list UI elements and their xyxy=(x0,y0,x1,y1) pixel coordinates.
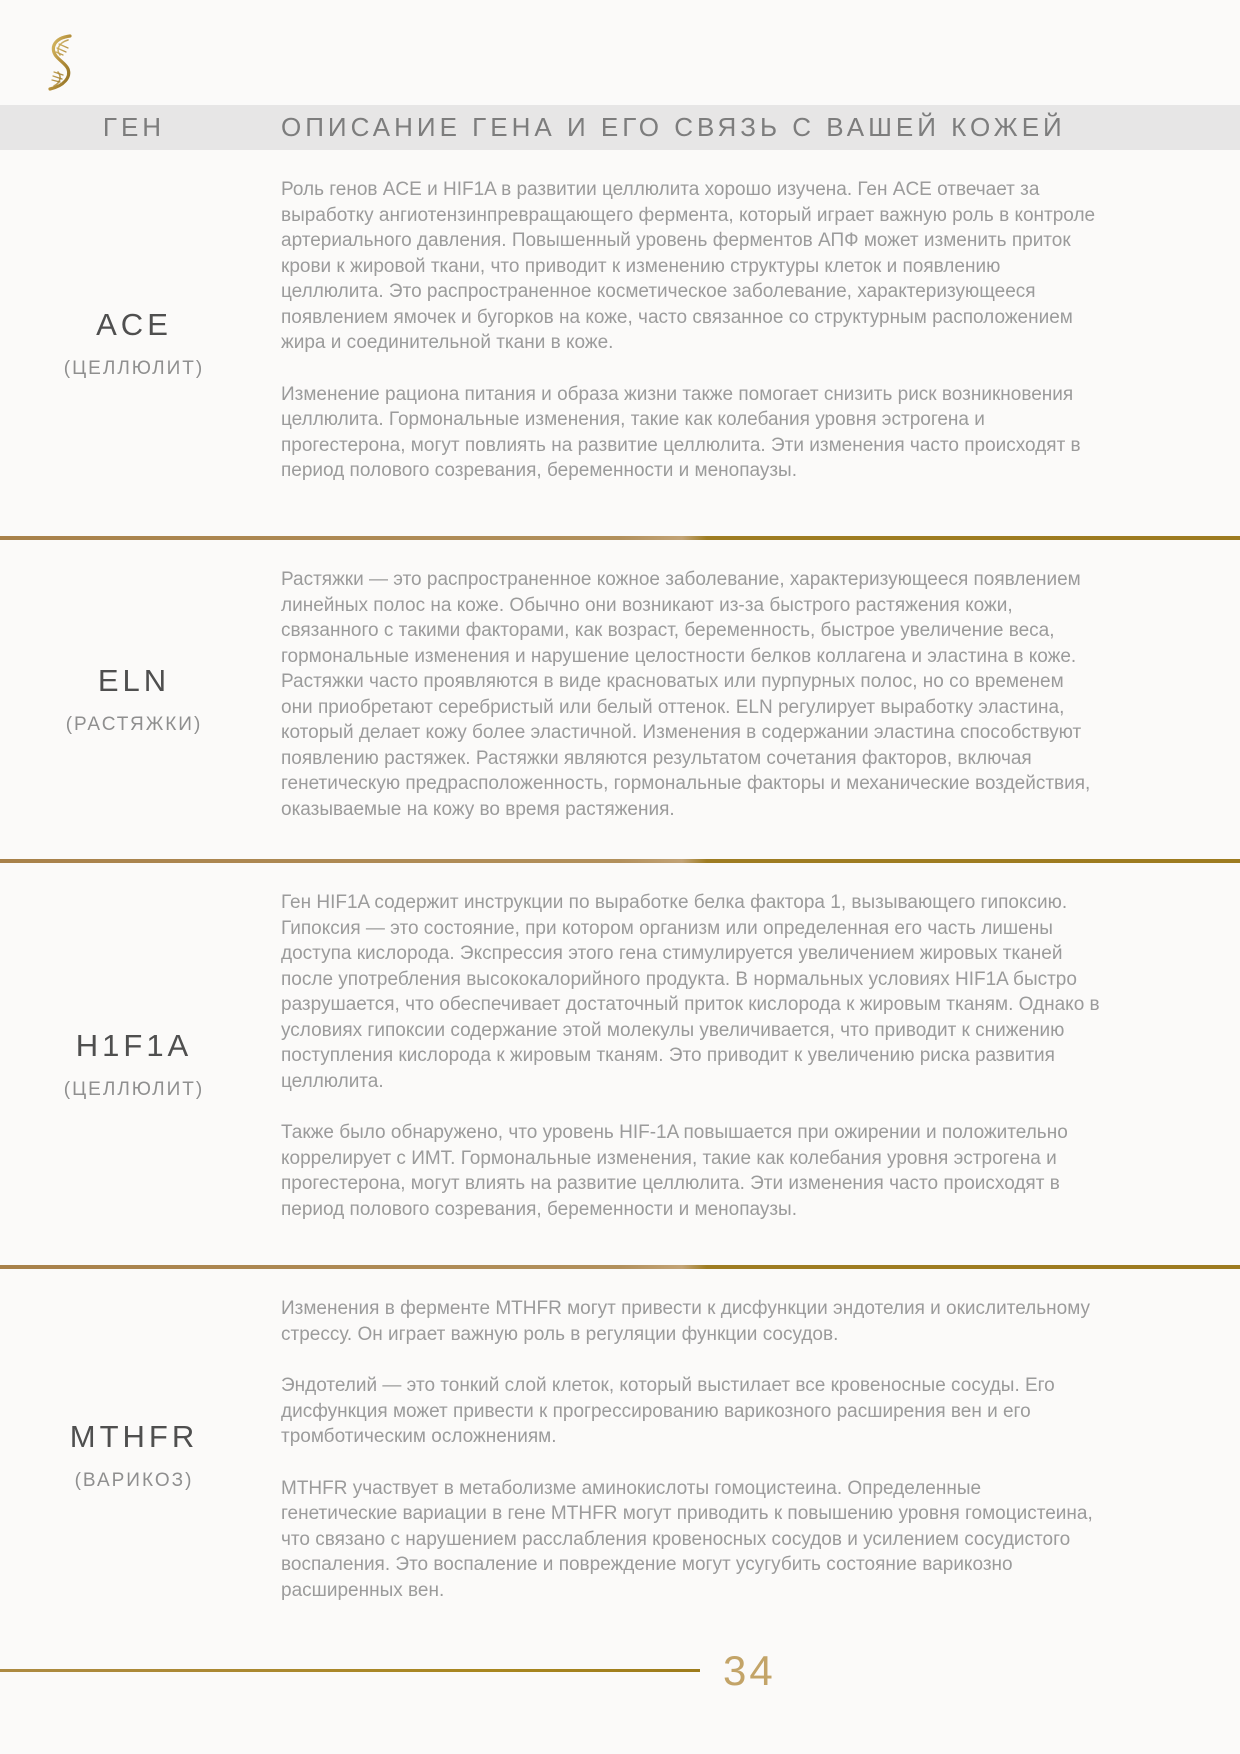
paragraph: MTHFR участвует в метаболизме аминокислоты гомоцистеина. Определенные генетические вариации в гене MTHFR могут приводить к повышению уровня гомоцистеина, что связано с нарушением расслабления кровеносных сосудов и усилением сосудистого воспаления. Это воспаление и повреждение могут усугубить состояние варикозно расширенных вен. xyxy=(281,1477,1093,1601)
page-footer xyxy=(0,1647,1240,1715)
gene-description xyxy=(268,150,1240,536)
gene-description xyxy=(268,863,1240,1265)
gene-cell xyxy=(0,863,268,1265)
gene-condition: (ЦЕЛЛЮЛИТ) xyxy=(63,357,205,379)
gene-cell xyxy=(0,150,268,536)
dna-helix-icon xyxy=(44,34,78,92)
gene-name: MTHFR xyxy=(69,1418,199,1454)
gene-row-h1f1a xyxy=(0,863,1240,1265)
paragraph: Изменения в ферменте MTHFR могут привести к дисфункции эндотелия и окислительному стрессу. Он играет важную роль в регуляции функции сосудов. xyxy=(281,1298,1090,1345)
header-description-column: ОПИСАНИЕ ГЕНА И ЕГО СВЯЗЬ С ВАШЕЙ КОЖЕЙ xyxy=(281,112,1066,142)
paragraph: Изменение рациона питания и образа жизни также помогает снизить риск возникновения целлюлита. Гормональные изменения, такие как колебания уровня эстрогена и прогестерона, могут повлиять на развитие целлюлита. Эти изменения часто происходят в период полового созревания, беременности и менопаузы. xyxy=(281,383,1081,481)
gene-row-eln xyxy=(0,540,1240,859)
gene-condition: (РАСТЯЖКИ) xyxy=(65,714,203,735)
paragraph: Ген HIF1A содержит инструкции по выработке белка фактора 1, вызывающего гипоксию. Гипоксия — это состояние, при котором организм или определенная его часть лишены доступа кислорода. Экспрессия этого гена стимулируется увеличением жировых тканей после употребления высококалорийного продукта. В нормальных условиях HIF1A быстро разрушается, что обеспечивает достаточный приток кислорода к жировым тканям. Однако в условиях гипоксии содержание этой молекулы увеличивается, что приводит к снижению поступления кислорода к жировым тканям. Это приводит к увеличению риска развития целлюлита. xyxy=(281,892,1100,1092)
gene-cell xyxy=(0,540,268,859)
gene-row-mthfr xyxy=(0,1269,1240,1641)
gene-cell xyxy=(0,1269,268,1641)
gene-description xyxy=(268,1269,1240,1641)
gene-condition: (ВАРИКОЗ) xyxy=(74,1469,194,1491)
gene-name: ELN xyxy=(97,663,171,698)
page-number: 34 xyxy=(723,1647,776,1694)
gene-row-ace xyxy=(0,150,1240,536)
gene-description xyxy=(268,540,1240,859)
gene-name: H1F1A xyxy=(75,1027,193,1063)
paragraph: Эндотелий — это тонкий слой клеток, который выстилает все кровеносные сосуды. Его дисфункция может привести к прогрессированию варикозного расширения вен и его тромботическим осложнениям. xyxy=(281,1375,1055,1447)
header-gene-column: ГЕН xyxy=(102,112,166,142)
footer-divider-line xyxy=(0,1669,700,1672)
paragraph: Роль генов ACE и HIF1A в развитии целлюлита хорошо изучена. Ген ACE отвечает за выработку ангиотензинпревращающего фермента, который играет важную роль в контроле артериального давления. Повышенный уровень ферментов АПФ может изменить приток крови к жировой ткани, что приводит к изменению структуры клеток и появлению целлюлита. Это распространенное косметическое заболевание, характеризующееся появлением ямочек и бугорков на коже, часто связанное со структурным расположением жира и соединительной ткани в коже. xyxy=(281,179,1096,353)
paragraph: Также было обнаружено, что уровень HIF-1A повышается при ожирении и положительно коррелирует с ИМТ. Гормональные изменения, такие как колебания уровня эстрогена и прогестерона, могут влиять на развитие целлюлита. Эти изменения часто происходят в период полового созревания, беременности и менопаузы. xyxy=(281,1122,1068,1220)
table-header xyxy=(0,105,1240,150)
gene-name: ACE xyxy=(96,306,172,342)
paragraph: Растяжки — это распространенное кожное заболевание, характеризующееся появлением линейных полос на коже. Обычно они возникают из-за быстрого растяжения кожи, связанного с такими факторами, как возраст, беременность, быстрое увеличение веса, гормональные изменения и нарушение целостности белков коллагена и эластина в коже. Растяжки часто проявляются в виде красноватых или пурпурных полос, но со временем они приобретают серебристый или белый оттенок. ELN регулирует выработку эластина, который делает кожу более эластичной. Изменения в содержании эластина способствуют появлению растяжек. Растяжки являются результатом сочетания факторов, включая генетическую предрасположенность, гормональные факторы и механические воздействия, оказываемые на кожу во время растяжения. xyxy=(281,569,1091,820)
gene-condition: (ЦЕЛЛЮЛИТ) xyxy=(63,1078,205,1100)
